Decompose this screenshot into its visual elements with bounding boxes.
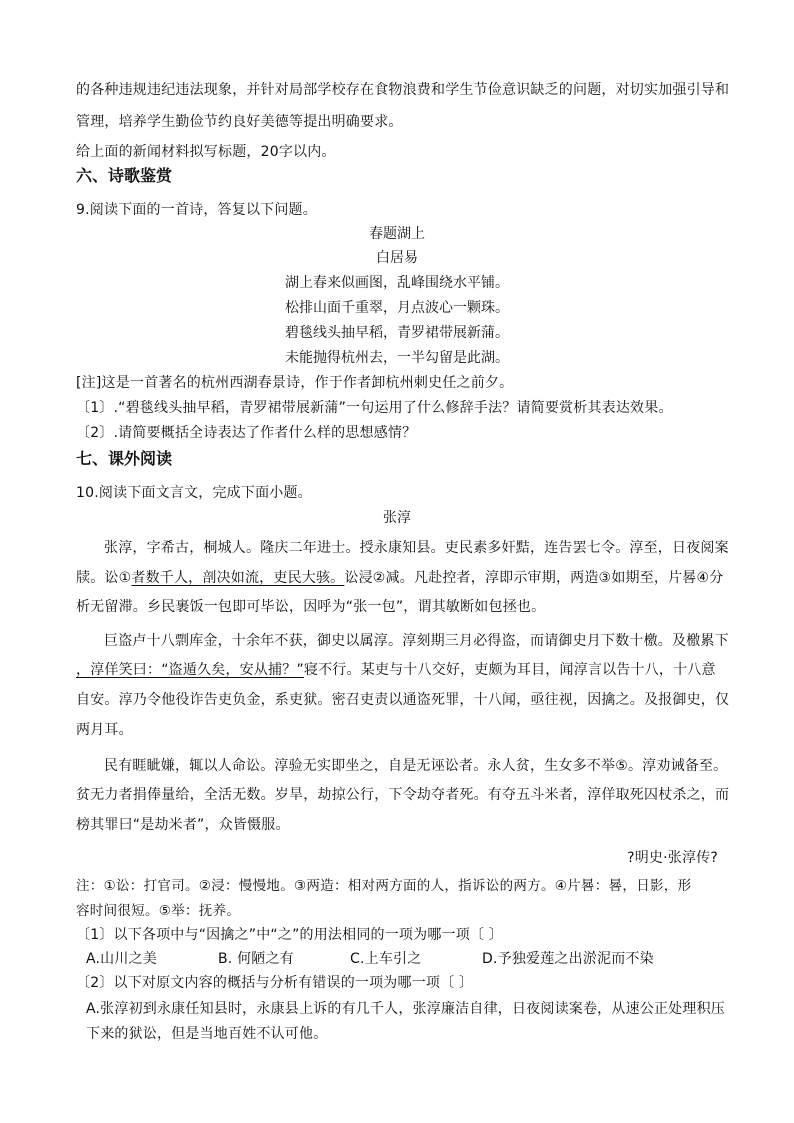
passage-title: 张淳 <box>383 510 411 526</box>
section-heading-poetry: 六、诗歌鉴赏 <box>76 166 173 185</box>
question-10-sub-2-option-a-line-2[interactable]: 下来的狱讼，但是当地百姓不认可他。 <box>86 1026 328 1042</box>
poem-line-1: 湖上春来似画图，乱峰围绕水平铺。 <box>285 275 509 291</box>
poem-title: 春题湖上 <box>369 226 425 242</box>
poem-line-4: 未能抛得杭州去，一半勾留是此湖。 <box>285 350 509 366</box>
passage-p2-line-2 <box>76 659 716 681</box>
option-d[interactable]: D.予独爱莲之出淤泥而不染 <box>482 951 654 967</box>
text-span: 牍。讼 <box>76 570 119 586</box>
underlined-sentence: ，淳佯笑曰：“盗遁久矣，安从捕？” <box>76 662 304 678</box>
passage-p2-line-3: 自安。淳乃令他役诈告吏负金，系吏狱。密召吏责以通盗死罪，十八闻，亟往视，因擒之。及报御史，仅 <box>76 692 730 708</box>
poem-line-2: 松排山面千重翠，月点波心一颗珠。 <box>285 300 509 316</box>
footnote-marker: ⑤ <box>615 758 628 774</box>
passage-p3-line-1 <box>104 755 727 777</box>
option-b[interactable]: B. 何陋之有 <box>218 951 294 967</box>
text-span: 讼浸 <box>344 570 373 586</box>
annotation-line-1: 注：①讼：打官司。②浸：慢慢地。③两造：相对两方面的人，指诉讼的两方。④片晷：晷，日影，形 <box>76 878 692 894</box>
question-10-sub-2-option-a-line-1[interactable]: A.张淳初到永康任知县时，永康县上诉的有几千人，张淳廉洁自律，日夜阅读案卷，从速公正处理积压 <box>86 1001 725 1017</box>
passage-p1-line-2 <box>76 567 723 589</box>
passage-p3-line-3: 榜其罪曰“是劫米者”，众皆慑服。 <box>76 817 290 833</box>
news-task: 给上面的新闻材料拟写标题，20字以内。 <box>76 144 336 160</box>
poem-author: 白居易 <box>376 250 418 266</box>
passage-p2-line-1: 巨盗卢十八剽库金，十余年不获，御史以属淳。淳刻期三月必得盗，而请御史月下数十檄。及檄累下 <box>104 633 729 649</box>
footnote-marker: ① <box>118 570 132 586</box>
passage-source: ?明史·张淳传? <box>627 850 718 866</box>
underlined-sentence: 者数千人，剖决如流，吏民大骇。 <box>131 570 345 586</box>
question-10-intro: 10.阅读下面文言文，完成下面小题。 <box>76 485 312 501</box>
poem-note: [注]这是一首著名的杭州西湖春景诗，作于作者卸杭州刺史任之前夕。 <box>76 375 514 391</box>
text-span: 分 <box>709 570 724 586</box>
text-span: 减。凡赴控者，淳即示审期，两造 <box>385 570 599 586</box>
passage-p1-line-1: 张淳，字希古，桐城人。隆庆二年进士。授永康知县。吏民素多奸黠，连告罢七令。淳至，日夜阅案 <box>104 540 729 556</box>
footnote-marker: ② <box>372 570 386 586</box>
footnote-marker: ④ <box>696 570 710 586</box>
option-c[interactable]: C.上车引之 <box>350 951 422 967</box>
question-10-sub-1: 〔1〕以下各项中与“因擒之”中“之”的用法相同的一项为哪一项〔 〕 <box>76 927 503 943</box>
footnote-marker: ③ <box>598 570 612 586</box>
section-heading-reading: 七、课外阅读 <box>76 449 173 468</box>
news-line-1: 的各种违规违纪违法现象，并针对局部学校存在食物浪费和学生节俭意识缺乏的问题，对切实加强引导和 <box>76 82 730 98</box>
news-line-2: 管理，培养学生勤俭节约良好美德等提出明确要求。 <box>76 114 403 130</box>
passage-p3-line-2: 贫无力者捐俸量给，全活无数。岁旱，劫掠公行，下令劫夺者死。有夺五斗米者，淳佯取死囚杖杀之，而 <box>76 787 730 803</box>
question-10-sub-1-options <box>86 948 654 970</box>
text-span: 寝不行。某吏与十八交好，吏颇为耳目，闻淳言以告十八，十八意 <box>303 662 716 678</box>
option-a[interactable]: A.山川之美 <box>86 951 157 967</box>
text-span: 。淳劝诫备至。 <box>627 758 728 774</box>
question-9-sub-1: 〔1〕.“碧毯线头抽早稻，青罗裙带展新蒲”一句运用了什么修辞手法？请简要赏析其表达效果。 <box>76 400 673 416</box>
question-10-sub-2: 〔2〕以下对原文内容的概括与分析有错误的一项为哪一项〔 〕 <box>76 975 474 991</box>
question-9-sub-2: 〔2〕.请简要概括全诗表达了作者什么样的思想感情？ <box>76 425 417 441</box>
annotation-line-2: 容时间很短。⑤举：抚养。 <box>76 903 241 919</box>
passage-p1-line-3: 析无留滞。乡民裹饭一包即可毕讼，因呼为“张一包”，谓其敏断如包拯也。 <box>76 599 546 615</box>
poem-line-3: 碧毯线头抽早稻，青罗裙带展新蒲。 <box>285 325 509 341</box>
question-9-intro: 9.阅读下面的一首诗，答复以下问题。 <box>76 202 317 218</box>
text-span: 如期至，片晷 <box>611 570 697 586</box>
passage-p2-line-4: 两月耳。 <box>76 722 133 738</box>
text-span: 民有睚眦嫌，辄以人命讼。淳验无实即坐之，自是无诬讼者。永人贫，生女多不举 <box>104 758 616 774</box>
